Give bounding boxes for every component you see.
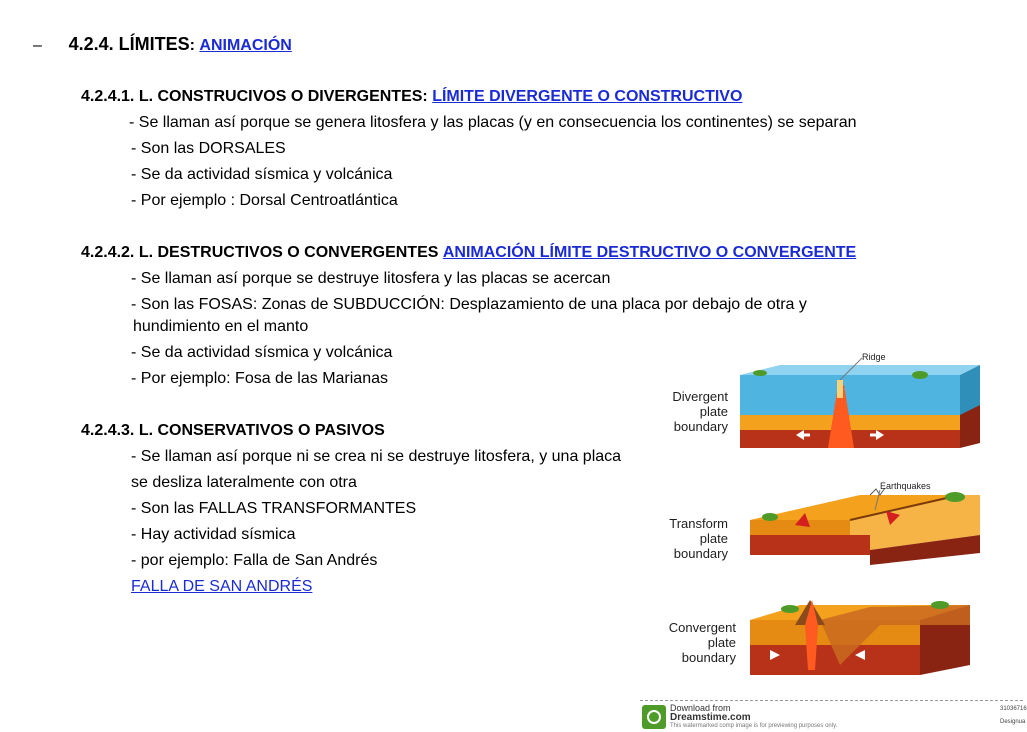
divergent-line-3: - Se da actividad sísmica y volcánica <box>131 166 393 183</box>
divergent-line-2: - Son las DORSALES <box>131 140 286 157</box>
heading-dash: – <box>33 37 42 54</box>
dreamstime-footer <box>640 700 1027 732</box>
divergent-heading <box>81 87 742 107</box>
transform-boundary-label: Transform plate boundary <box>669 516 728 561</box>
convergent-boundary-label: Convergent plate boundary <box>668 620 736 665</box>
convergent-line-2: - Son las FOSAS: Zonas de SUBDUCCIÓN: Desplazamiento de una placa por debajo de otra y <box>131 296 807 313</box>
convergent-title: 4.2.4.2. L. DESTRUCTIVOS O CONVERGENTES <box>81 244 439 261</box>
download-text: Download from <box>670 703 731 713</box>
divergent-line-4: - Por ejemplo : Dorsal Centroatlántica <box>131 192 398 209</box>
san-andres-link[interactable]: FALLA DE SAN ANDRÉS <box>131 578 313 595</box>
image-id: 31036716 <box>1000 706 1027 712</box>
convergent-link[interactable]: ANIMACIÓN LÍMITE DESTRUCTIVO O CONVERGENTE <box>442 244 857 261</box>
divergent-link[interactable]: LÍMITE DIVERGENTE O CONSTRUCTIVO <box>432 88 743 105</box>
dreamstime-logo-icon <box>642 705 666 729</box>
plate-boundaries-figure <box>640 325 1026 731</box>
convergent-block <box>750 600 970 675</box>
convergent-line-4: - Se da actividad sísmica y volcánica <box>131 344 393 361</box>
divergent-line-1: - Se llaman así porque se genera litosfera y las placas (y en consecuencia los continentes) se separan <box>129 114 857 131</box>
convergent-line-3: hundimiento en el manto <box>133 318 309 335</box>
conservative-title: 4.2.4.3. L. CONSERVATIVOS O PASIVOS <box>81 422 385 439</box>
animacion-link[interactable]: ANIMACIÓN <box>199 37 292 54</box>
conservative-line-3: - Son las FALLAS TRANSFORMANTES <box>131 500 417 517</box>
site-text: Dreamstime.com <box>670 712 751 723</box>
divergent-boundary-label: Divergent plate boundary <box>672 389 728 434</box>
heading-number: 4.2.4. LÍMITES: <box>68 34 195 54</box>
earthquakes-label: Earthquakes <box>880 481 931 491</box>
transform-block <box>750 488 980 565</box>
section-heading <box>33 34 292 56</box>
conservative-line-1: - Se llaman así porque ni se crea ni se destruye litosfera, y una placa <box>131 448 622 465</box>
convergent-line-1: - Se llaman así porque se destruye litosfera y las placas se acercan <box>131 270 611 287</box>
author-name: Designua <box>1000 719 1026 725</box>
divergent-title: 4.2.4.1. L. CONSTRUCIVOS O DIVERGENTES: <box>81 88 428 105</box>
san-andres-link-row <box>131 577 312 597</box>
conservative-line-5: - por ejemplo: Falla de San Andrés <box>131 552 378 569</box>
conservative-line-4: - Hay actividad sísmica <box>131 526 296 543</box>
convergent-heading <box>81 243 856 263</box>
ridge-label: Ridge <box>862 352 886 362</box>
conservative-line-2: se desliza lateralmente con otra <box>131 474 357 491</box>
preview-note: This watermarked comp image is for previewing purposes only. <box>670 723 838 729</box>
divergent-block <box>740 365 980 448</box>
convergent-line-5: - Por ejemplo: Fosa de las Marianas <box>131 370 388 387</box>
